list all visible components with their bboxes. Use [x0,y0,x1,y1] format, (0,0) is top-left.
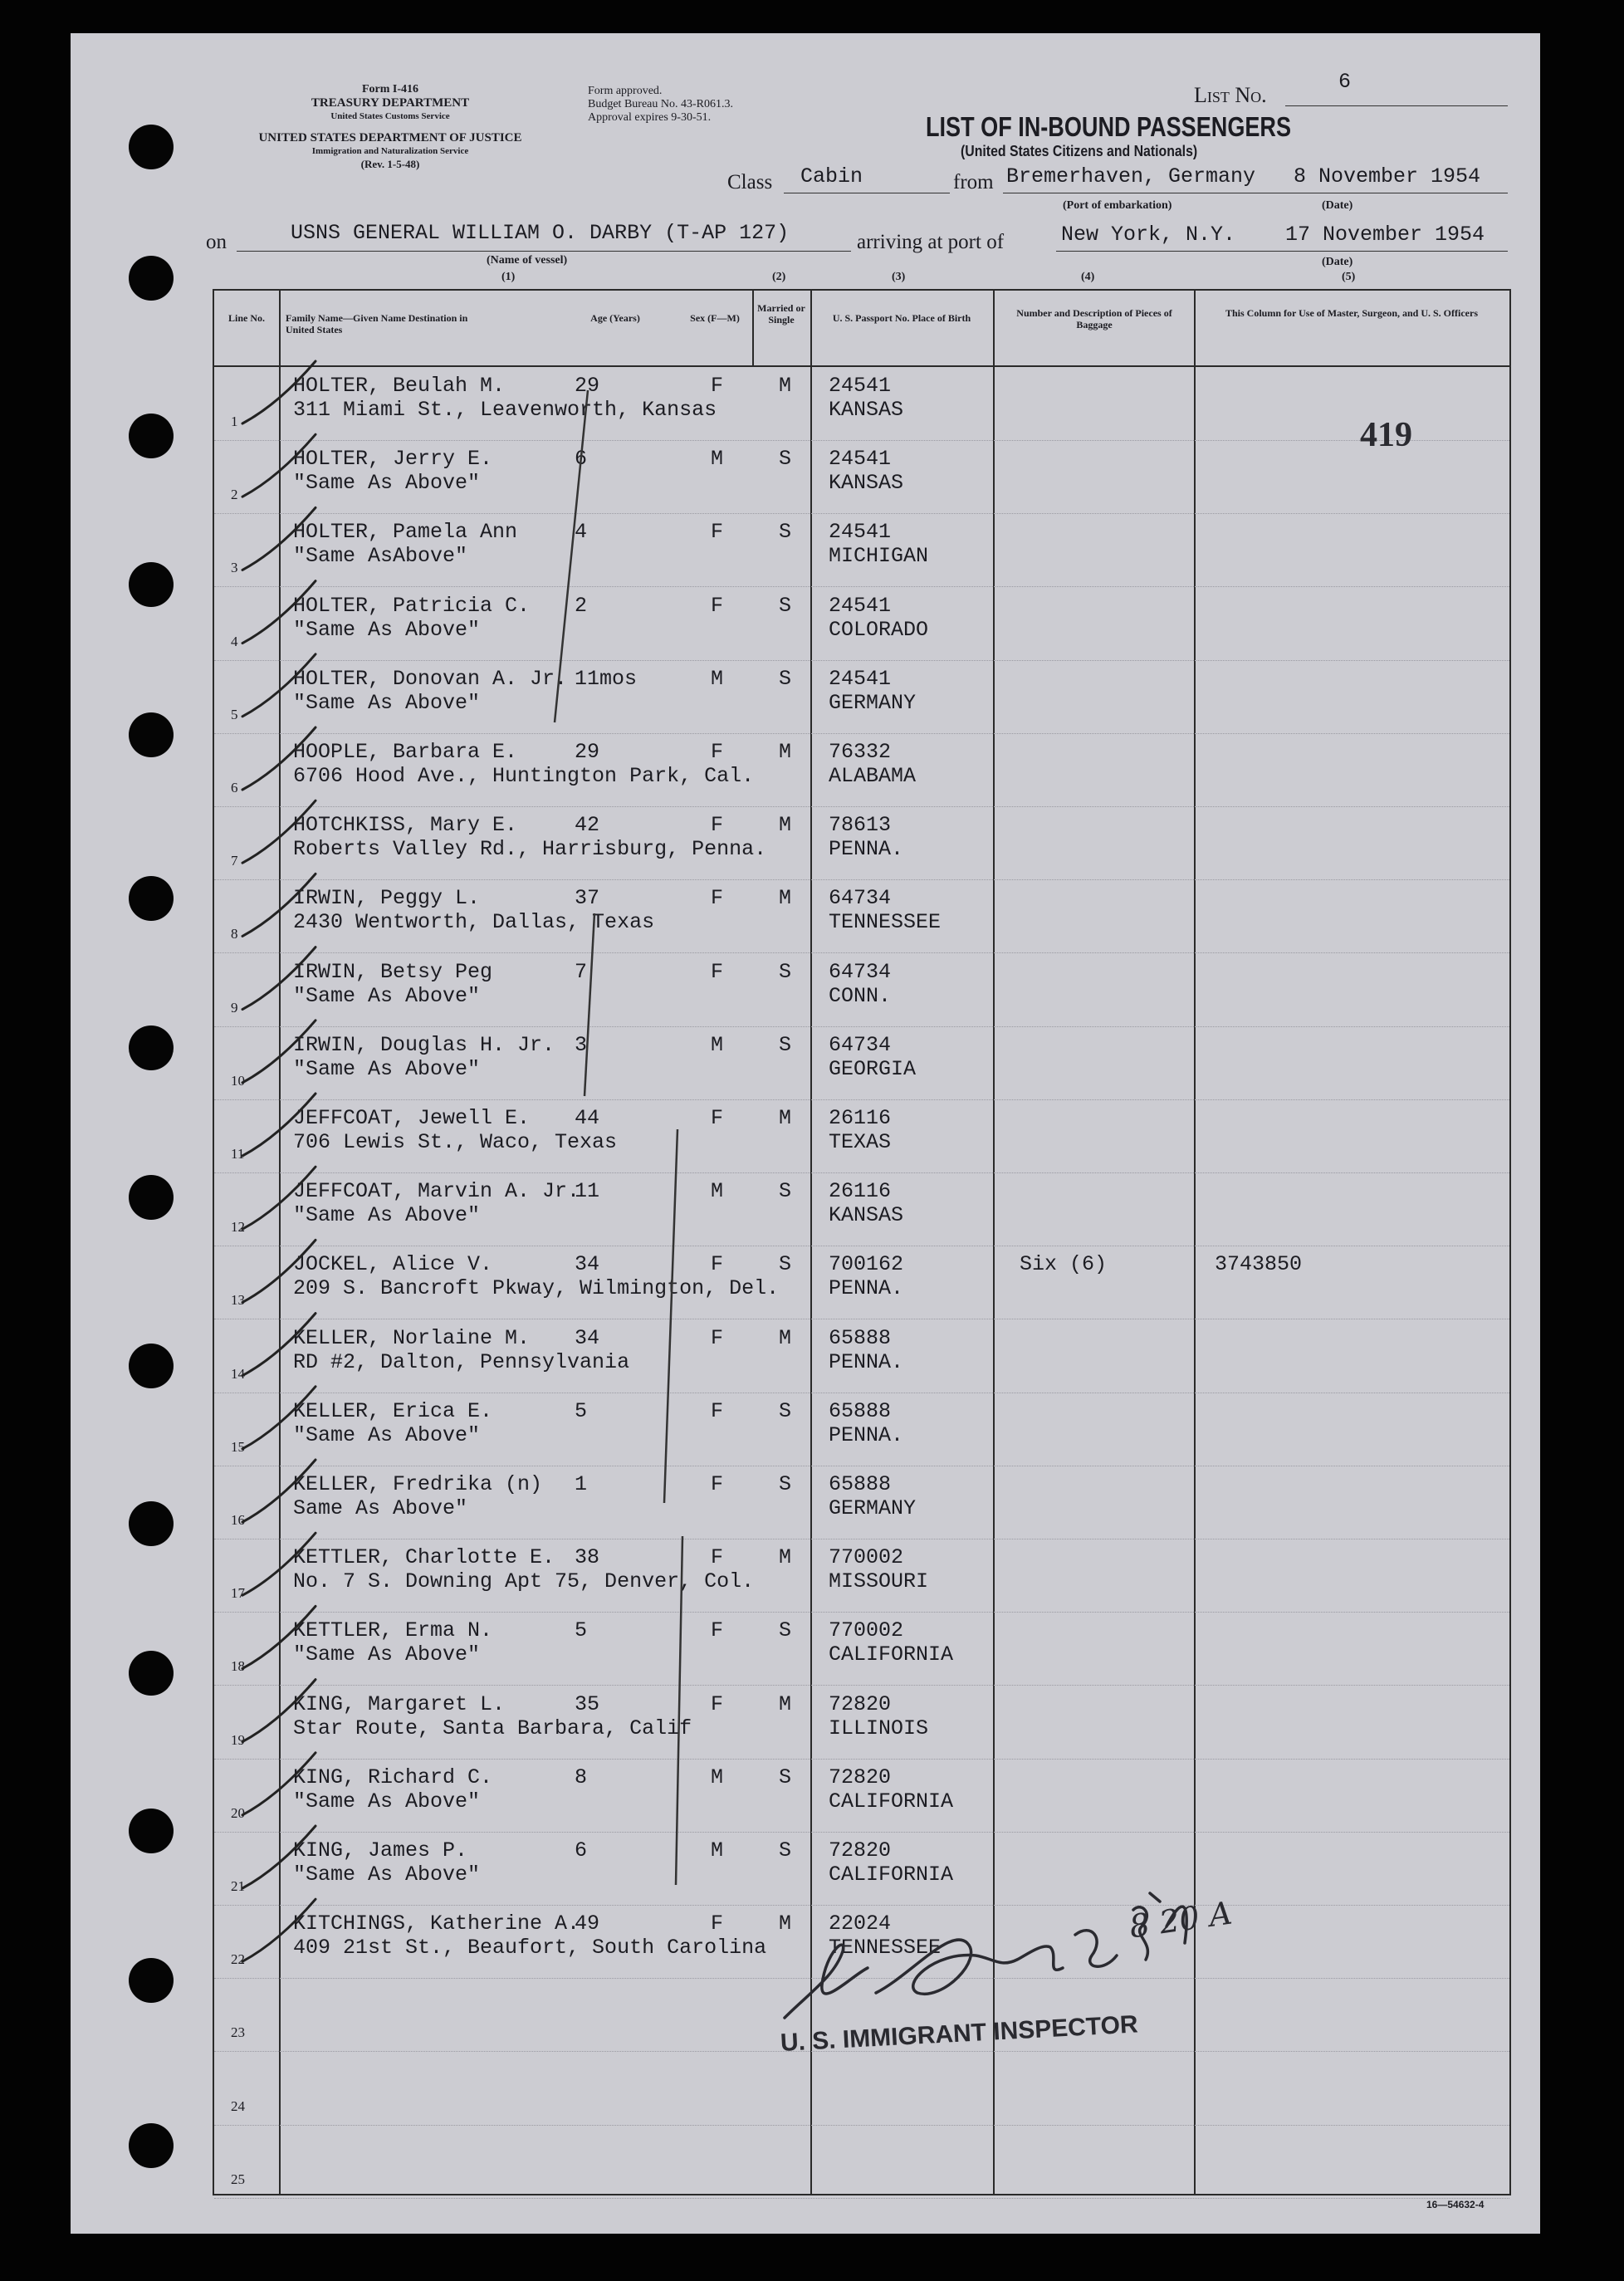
passport-number: 24541 [829,447,892,472]
port-caption: (Port of embarkation) [1063,199,1172,212]
arrival-port: New York, N.Y. [1061,223,1236,247]
age-cell: 11mos [575,666,638,691]
passport-number: 22024 [829,1911,892,1936]
place-of-birth: CONN. [829,983,892,1008]
line-number: 20 [231,1804,245,1821]
marital-cell: S [779,1398,792,1423]
passport-number: 24541 [829,374,892,398]
check-mark [242,947,316,1010]
ins-service: Immigration and Naturalization Service [311,146,469,156]
col-num-2: (2) [772,271,786,283]
line-number: 16 [231,1512,245,1528]
passenger-name: KITCHINGS, Katherine A. [293,1911,580,1936]
passport-number: 26116 [829,1179,892,1204]
age-cell: 34 [575,1325,600,1350]
age-cell: 29 [575,374,600,398]
passport-number: 770002 [829,1545,904,1570]
passenger-destination: "Same As Above" [293,1862,481,1887]
passenger-name: HOOPLE, Barbara E. [293,740,518,764]
sex-cell: F [711,1911,724,1936]
passenger-name: KING, Margaret L. [293,1691,506,1716]
sex-cell: F [711,1545,724,1570]
line-number: 7 [231,853,238,869]
marital-cell: S [779,959,792,984]
place-of-birth: ILLINOIS [829,1716,929,1740]
age-cell: 5 [575,1618,588,1643]
passport-number: 72820 [829,1765,892,1789]
sex-cell: F [711,959,724,984]
marital-cell: S [779,1032,792,1057]
stamp-number: 419 [1360,416,1412,454]
sex-cell: F [711,1472,724,1496]
line-number: 12 [231,1219,245,1236]
passenger-name: HOLTER, Donovan A. Jr. [293,666,568,691]
line-number: 5 [231,706,238,722]
line-number: 19 [231,1731,245,1748]
passenger-destination: 209 S. Bancroft Pkway, Wilmington, Del. [293,1276,780,1301]
col-baggage: Number and Description of Pieces of Baggage [1016,307,1172,330]
age-cell: 29 [575,740,600,764]
passenger-name: HOLTER, Patricia C. [293,593,531,618]
passport-number: 65888 [829,1325,892,1350]
passenger-name: KING, Richard C. [293,1765,493,1789]
age-cell: 7 [575,959,588,984]
check-mark [242,1899,316,1961]
passport-number: 24541 [829,593,892,618]
passenger-destination: "Same AsAbove" [293,544,468,569]
age-cell: 11 [575,1179,600,1204]
sex-cell: M [711,1838,724,1862]
passport-number: 700162 [829,1252,904,1277]
age-cell: 1 [575,1472,588,1496]
passenger-name: KELLER, Fredrika (n) [293,1472,543,1496]
from-value: Bremerhaven, Germany [1006,164,1256,188]
line-number: 21 [231,1878,245,1894]
tally-line [664,1129,677,1503]
embark-date: 8 November 1954 [1294,164,1481,188]
passenger-name: HOLTER, Pamela Ann [293,520,518,545]
place-of-birth: TENNESSEE [829,1936,942,1960]
passenger-destination: Same As Above" [293,1496,468,1520]
sex-cell: F [711,593,724,618]
passenger-destination: 409 21st St., Beaufort, South Carolina [293,1936,767,1960]
place-of-birth: PENNA. [829,1422,904,1447]
age-cell: 5 [575,1398,588,1423]
passenger-name: KING, James P. [293,1838,468,1862]
check-mark [242,1387,316,1449]
passport-number: 24541 [829,520,892,545]
passenger-name: KETTLER, Charlotte E. [293,1545,555,1570]
place-of-birth: PENNA. [829,1349,904,1374]
line-number: 25 [231,2171,245,2187]
sex-cell: M [711,1032,724,1057]
passport-number: 64734 [829,1032,892,1057]
age-cell: 8 [575,1765,588,1789]
age-cell: 4 [575,520,588,545]
age-cell: 6 [575,1838,588,1862]
check-mark [242,434,316,497]
sex-cell: F [711,1691,724,1716]
passenger-destination: "Same As Above" [293,617,481,642]
sex-cell: F [711,1325,724,1350]
line-number: 1 [231,414,238,429]
age-cell: 2 [575,593,588,618]
line-number: 2 [231,487,238,503]
passenger-destination: "Same As Above" [293,1056,481,1081]
place-of-birth: MICHIGAN [829,544,929,569]
passport-number: 65888 [829,1398,892,1423]
passport-number: 72820 [829,1691,892,1716]
signature-date-mark: 8 20 A [1127,1894,1235,1946]
class-label: Class [727,171,773,193]
check-mark [242,1533,316,1595]
form-revision: (Rev. 1-5-48) [360,158,420,170]
passenger-destination: "Same As Above" [293,471,481,496]
passenger-name: IRWIN, Peggy L. [293,886,481,911]
sex-cell: F [711,740,724,764]
passport-number: 24541 [829,666,892,691]
line-number: 13 [231,1292,245,1309]
passenger-name: KETTLER, Erma N. [293,1618,493,1643]
passport-number: 65888 [829,1472,892,1496]
marital-cell: M [779,740,792,764]
marital-cell: S [779,666,792,691]
col-num-4: (4) [1081,271,1095,283]
passport-number: 72820 [829,1838,892,1862]
date-caption-2: (Date) [1322,256,1353,268]
form-approved: Form approved. [588,85,663,97]
marital-cell: S [779,447,792,472]
age-cell: 42 [575,813,600,838]
check-mark [242,1826,316,1888]
line-number: 9 [231,999,238,1016]
budget-bureau: Budget Bureau No. 43-R061.3. [588,98,733,110]
marital-cell: M [779,1106,792,1130]
marital-cell: S [779,520,792,545]
col-num-1: (1) [501,271,516,283]
col-officers: This Column for Use of Master, Surgeon, and U. S. Officers [1225,307,1478,319]
passenger-destination: "Same As Above" [293,1203,481,1228]
check-mark [242,361,316,423]
passenger-name: IRWIN, Betsy Peg [293,959,493,984]
line-number: 10 [231,1072,245,1089]
sex-cell: F [711,1252,724,1277]
marital-cell: M [779,1325,792,1350]
line-number: 3 [231,560,238,576]
sex-cell: F [711,374,724,398]
line-number: 18 [231,1658,245,1675]
passenger-destination: RD #2, Dalton, Pennsylvania [293,1349,630,1374]
passport-number: 770002 [829,1618,904,1643]
marital-cell: M [779,1545,792,1570]
check-mark [242,800,316,863]
on-label: on [206,231,227,253]
passport-number: 64734 [829,959,892,984]
col-passport: U. S. Passport No. Place of Birth [832,312,971,324]
passenger-destination: No. 7 S. Downing Apt 75, Denver, Col. [293,1569,755,1594]
passenger-destination: Roberts Valley Rd., Harrisburg, Penna. [293,837,767,862]
marital-cell: M [779,886,792,911]
marital-cell: M [779,813,792,838]
place-of-birth: KANSAS [829,398,904,422]
check-mark [242,581,316,644]
passenger-destination: Star Route, Santa Barbara, Calif [293,1716,692,1740]
place-of-birth: ALABAMA [829,764,917,788]
line-number: 11 [231,1146,245,1162]
sex-cell: M [711,447,724,472]
passenger-destination: "Same As Above" [293,690,481,715]
marital-cell: S [779,1618,792,1643]
passenger-destination: 706 Lewis St., Waco, Texas [293,1130,618,1154]
passenger-destination: 311 Miami St., Leavenworth, Kansas [293,398,717,422]
passenger-destination: "Same As Above" [293,1642,481,1667]
line-number: 17 [231,1585,245,1602]
sex-cell: M [711,666,724,691]
check-mark [242,874,316,936]
check-mark [242,1606,316,1668]
place-of-birth: CALIFORNIA [829,1862,954,1887]
page-title: LIST OF IN-BOUND PASSENGERS [926,111,1292,142]
marital-cell: M [779,374,792,398]
passenger-name: KELLER, Norlaine M. [293,1325,531,1350]
passenger-destination: "Same As Above" [293,1422,481,1447]
passport-number: 76332 [829,740,892,764]
age-cell: 44 [575,1106,600,1130]
place-of-birth: TEXAS [829,1130,892,1154]
line-number: 8 [231,926,238,942]
check-mark [242,1094,316,1156]
place-of-birth: MISSOURI [829,1569,929,1594]
passenger-name: JOCKEL, Alice V. [293,1252,493,1277]
age-cell: 34 [575,1252,600,1277]
sex-cell: M [711,1765,724,1789]
place-of-birth: GERMANY [829,1496,917,1520]
col-num-5: (5) [1342,271,1356,283]
col-age: Age (Years) [590,312,640,324]
col-line-no: Line No. [227,312,265,324]
marital-cell: S [779,1179,792,1204]
place-of-birth: KANSAS [829,1203,904,1228]
vessel-name: USNS GENERAL WILLIAM O. DARBY (T-AP 127) [291,221,790,245]
marital-cell: S [779,1838,792,1862]
passenger-name: HOTCHKISS, Mary E. [293,813,518,838]
list-no-value: 6 [1338,70,1352,94]
col-name: Family Name—Given Name Destination in United States [286,312,468,335]
place-of-birth: TENNESSEE [829,910,942,935]
arriving-label: arriving at port of [857,231,1005,253]
marital-cell: M [779,1691,792,1716]
check-mark [242,1240,316,1302]
check-mark [242,1167,316,1229]
passport-number: 26116 [829,1106,892,1130]
place-of-birth: CALIFORNIA [829,1789,954,1814]
sex-cell: F [711,1618,724,1643]
check-mark [242,727,316,790]
vessel-caption: (Name of vessel) [487,254,568,267]
check-mark [242,1021,316,1083]
passenger-name: HOLTER, Jerry E. [293,447,493,472]
inspector-stamp: U. S. IMMIGRANT INSPECTOR [780,2010,1139,2057]
from-label: from [953,171,994,193]
date-caption-1: (Date) [1322,199,1353,212]
signature-text [847,1935,1068,1980]
justice-dept: UNITED STATES DEPARTMENT OF JUSTICE [258,131,522,144]
marital-cell: S [779,1252,792,1277]
check-mark [242,1460,316,1522]
passenger-name: HOLTER, Beulah M. [293,374,506,398]
line-number: 23 [231,2024,245,2041]
check-mark [242,1680,316,1742]
page-subtitle: (United States Citizens and Nationals) [961,143,1198,159]
passenger-name: JEFFCOAT, Marvin A. Jr. [293,1179,580,1204]
approval-expires: Approval expires 9-30-51. [588,111,712,124]
treasury-dept: TREASURY DEPARTMENT [311,96,470,110]
sex-cell: M [711,1179,724,1204]
line-number: 4 [231,633,238,649]
passenger-destination: "Same As Above" [293,983,481,1008]
marital-cell: S [779,1472,792,1496]
line-number: 6 [231,780,238,795]
place-of-birth: GEORGIA [829,1056,917,1081]
col-married: Married or Single [757,302,805,326]
sex-cell: F [711,1398,724,1423]
marital-cell: S [779,1765,792,1789]
class-value: Cabin [800,164,863,188]
line-number: 14 [231,1365,245,1382]
age-cell: 49 [575,1911,600,1936]
tally-line [676,1536,682,1885]
marital-cell: S [779,593,792,618]
sex-cell: F [711,886,724,911]
sex-cell: F [711,813,724,838]
passport-number: 64734 [829,886,892,911]
age-cell: 6 [575,447,588,472]
passenger-name: KELLER, Erica E. [293,1398,493,1423]
passenger-destination: 2430 Wentworth, Dallas, Texas [293,910,655,935]
sex-cell: F [711,520,724,545]
marital-cell: M [779,1911,792,1936]
baggage-cell: Six (6) [1020,1252,1108,1277]
customs-service: United States Customs Service [330,111,450,121]
age-cell: 38 [575,1545,600,1570]
sex-cell: F [711,1106,724,1130]
official-use-cell: 3743850 [1215,1252,1303,1277]
list-no-label: List No. [1194,83,1267,107]
tally-line [585,913,594,1096]
age-cell: 3 [575,1032,588,1057]
passenger-name: JEFFCOAT, Jewell E. [293,1106,531,1130]
line-number: 15 [231,1438,245,1455]
passenger-name: IRWIN, Douglas H. Jr. [293,1032,555,1057]
passenger-destination: "Same As Above" [293,1789,481,1814]
line-number: 24 [231,2097,245,2114]
age-cell: 37 [575,886,600,911]
place-of-birth: PENNA. [829,837,904,862]
arrival-date: 17 November 1954 [1285,223,1485,247]
passenger-destination: 6706 Hood Ave., Huntington Park, Cal. [293,764,755,788]
line-number: 22 [231,1951,245,1968]
col-num-3: (3) [892,271,906,283]
check-mark [242,1753,316,1815]
check-mark [242,507,316,570]
passport-number: 78613 [829,813,892,838]
check-mark [242,1314,316,1376]
place-of-birth: GERMANY [829,690,917,715]
check-mark [242,654,316,717]
col-sex: Sex (F—M) [690,312,740,324]
form-number: Form I-416 [361,83,419,95]
place-of-birth: PENNA. [829,1276,904,1301]
place-of-birth: COLORADO [829,617,929,642]
footer-code: 16—54632-4 [1426,2199,1485,2210]
age-cell: 35 [575,1691,600,1716]
place-of-birth: CALIFORNIA [829,1642,954,1667]
place-of-birth: KANSAS [829,471,904,496]
tally-line [555,390,588,722]
